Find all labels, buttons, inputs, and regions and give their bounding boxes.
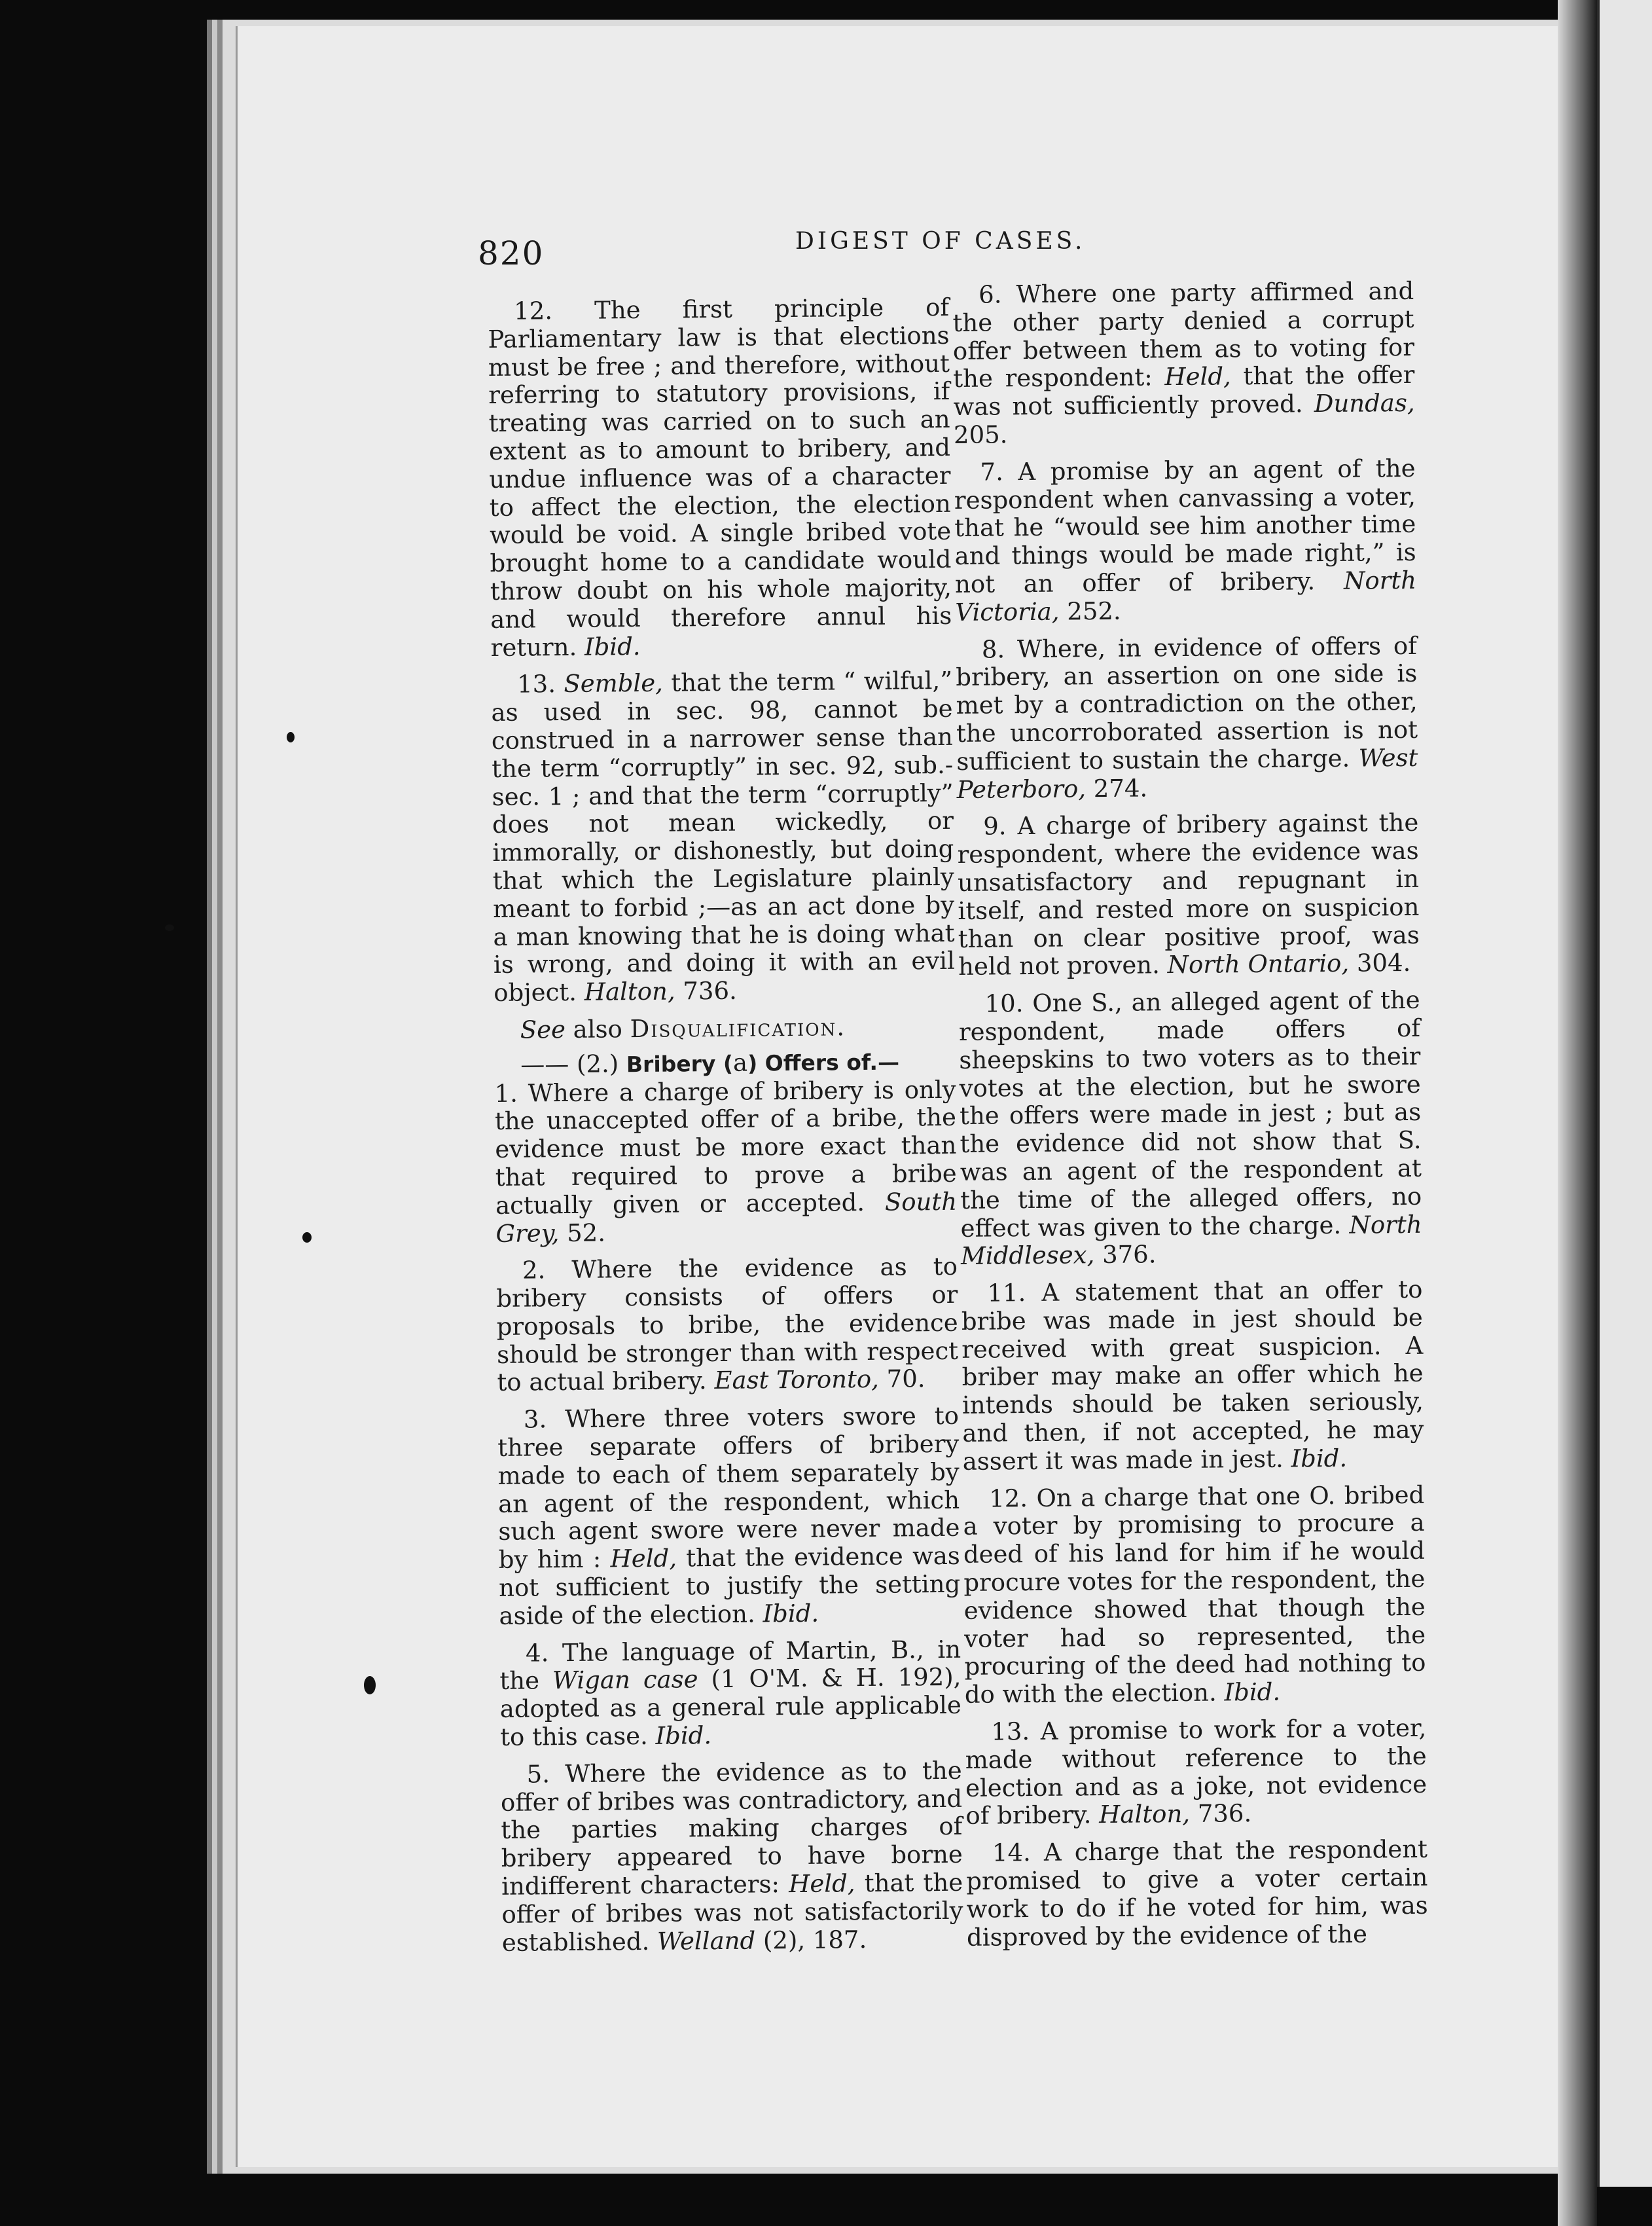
entry-text: 11. A statement that an offer to bribe was made in jest should be received with great suspicion. A briber may make an offer which he intends should be taken seriously, and then, if not accepted, he may assert it was made in jest.: [961, 1275, 1424, 1476]
citation-page: (2), 187.: [763, 1925, 867, 1955]
gutter-shadow: [1558, 0, 1597, 2226]
citation: South Grey,: [495, 1187, 958, 1248]
digest-entry: [491, 667, 955, 1008]
section-title-letter: a: [732, 1048, 748, 1077]
citation: Ibid.: [763, 1599, 819, 1628]
citation: West Peterboro,: [956, 743, 1418, 804]
digest-entry: [957, 809, 1420, 981]
running-title: DIGEST OF CASES.: [795, 228, 1086, 255]
right-column: [952, 278, 1428, 1961]
entry-text: that the evidence was not sufficient to justify the setting aside of the election.: [499, 1542, 961, 1630]
entry-text: 1. Where a charge of bribery is only the unaccepted offer of a bribe, the evidence must be more exact than that required to prove a bribe actually given or accepted.: [494, 1075, 957, 1220]
entry-text: 10. One S., an alleged agent of the respondent, made offers of sheepskins to two voters as to their votes at the election, but he swore the offers were made in jest ; but as the evidence did not show that S. was an agent of the respondent at the time of the alleged offers, no effect was given to the charge.: [958, 985, 1422, 1243]
citation: Halton,: [584, 977, 675, 1006]
see-label: See: [520, 1015, 566, 1044]
entry-text: that the term “ wilful,” as used in sec. 98, cannot be construed in a narrower sense than the term “corruptly” in sec. 92, sub.-sec. 1 ; and that the term “corruptly” does not mean wickedly, or immorally, or dishonestly, but doing that which the Legislature plainly meant to forbid ;—as an act done by a man knowing that he is doing what is wrong, and doing it with an evil object.: [491, 666, 956, 1008]
held-term: Held,: [610, 1544, 677, 1573]
entry-text: 8. Where, in evidence of offers of bribery, an assertion on one side is met by a contradiction on the other, the uncorroborated assertion is not sufficient to sustain the charge.: [956, 631, 1418, 776]
digest-entry: [496, 1253, 959, 1397]
digest-entry: [956, 632, 1418, 804]
entry-text: that the offer was not sufficiently proved.: [953, 361, 1415, 422]
cross-reference: Disqualification.: [630, 1013, 846, 1044]
facing-page-edge: [1597, 0, 1652, 2187]
digest-entry: [965, 1715, 1427, 1831]
digest-entry: [501, 1757, 964, 1958]
citation: North Middlesex,: [960, 1210, 1422, 1271]
entry-text: that the offer of bribes was not satisfactorily established.: [501, 1868, 963, 1957]
citation: North Ontario,: [1167, 949, 1350, 979]
citation-page: 376.: [1102, 1240, 1157, 1269]
digest-entry: [488, 294, 952, 662]
citation-page: 205.: [953, 420, 1008, 449]
entry-text: 3. Where three voters swore to three separate offers of bribery made to each of them separately by an agent of the respondent, which such agent swore were never made by him :: [497, 1402, 960, 1575]
entry-text: 12. On a charge that one O. bribed a voter by promising to procure a deed of his land for him if he would procure votes for the respondent, the evidence showed that though the voter had so represented, the procuring of the deed had nothing to do with the election.: [963, 1480, 1426, 1709]
case-name: Wigan case: [552, 1665, 698, 1695]
section-heading: [494, 1048, 956, 1080]
entry-text: 4. The language of Martin, B., in the: [499, 1635, 961, 1696]
citation-page: 736.: [1197, 1799, 1252, 1829]
digest-entry: [961, 1276, 1424, 1476]
citation-page: 304.: [1356, 949, 1411, 977]
held-term: Held,: [1164, 362, 1232, 392]
citation-page: 274.: [1093, 773, 1148, 803]
citation: Dundas,: [1314, 389, 1415, 418]
digest-entry: [497, 1402, 961, 1631]
entry-text: 9. A charge of bribery against the respondent, where the evidence was unsatisfactory and repugnant in itself, and rested more on suspicion than on clear positive proof, was held not proven.: [957, 809, 1420, 981]
entry-text: (1 O'M. & H. 192), adopted as a general rule applicable to this case.: [499, 1663, 961, 1751]
entry-text: 13. A promise to work for a voter, made without reference to the election and as a joke, not evidence of bribery.: [965, 1713, 1428, 1831]
citation-page: 252.: [1067, 596, 1121, 626]
entry-text: 14. A charge that the respondent promised to give a voter certain work to do if he voted for him, was disproved by the evidence of the: [966, 1834, 1428, 1952]
held-term: Held,: [788, 1869, 855, 1899]
section-title-rest: ) Offers of.—: [747, 1049, 900, 1076]
entry-text: 12. The first principle of Parliamentary law is that elections must be free ; and therefore, without referring to statutory provisions, if treating was carried on to such an extent as to amount to bribery, and undue influence was of a character to affect the election, the election would be void. A single bribed vote brought home to a candidate would throw doubt on his whole majority, and would therefore annul his return.: [488, 293, 952, 662]
entry-number: 13.: [516, 670, 556, 699]
section-title: Bribery (: [626, 1050, 734, 1077]
citation-page: 736.: [683, 976, 737, 1006]
citation: Ibid.: [655, 1721, 712, 1750]
speck: [364, 1676, 376, 1694]
digest-entry: [952, 278, 1415, 450]
see-also-reference: [494, 1013, 956, 1045]
entry-text: 2. Where the evidence as to bribery consists of offers or proposals to bribe, the evidence should be stronger than with respect to actual bribery.: [496, 1252, 959, 1397]
digest-entry: [966, 1836, 1428, 1952]
speck: [302, 1232, 312, 1243]
left-column: [488, 294, 963, 1966]
citation: North Victoria,: [955, 566, 1417, 627]
semble-term: Semble,: [564, 669, 664, 699]
citation: Ibid.: [584, 632, 641, 661]
citation: Ibid.: [1291, 1444, 1348, 1473]
digest-entry: [954, 455, 1416, 627]
entry-text: 6. Where one party affirmed and the other party denied a corrupt offer between them as to voting for the respondent:: [952, 276, 1415, 393]
entry-text: 7. A promise by an agent of the respondent when canvassing a voter, that he “would see him another time and things would be made right,” is not an offer of bribery.: [954, 454, 1416, 598]
also-label: also: [573, 1015, 623, 1044]
citation: Welland: [656, 1926, 756, 1956]
citation: Halton,: [1098, 1800, 1191, 1829]
citation-page: 52.: [566, 1218, 606, 1247]
citation: Ibid.: [1224, 1677, 1281, 1707]
speck: [287, 732, 295, 742]
section-number: —— (2.): [520, 1049, 619, 1079]
digest-entry: [958, 987, 1422, 1271]
speck: [165, 924, 174, 931]
entry-text: 5. Where the evidence as to the offer of bribes was contradictory, and the parties making charges of bribery appeared to have borne indifferent characters:: [500, 1756, 963, 1901]
page-number: 820: [478, 234, 545, 272]
citation-page: 70.: [886, 1364, 925, 1394]
digest-entry: [963, 1481, 1426, 1709]
digest-entry: [494, 1076, 957, 1248]
citation: East Toronto,: [714, 1365, 880, 1395]
digest-entry: [499, 1635, 961, 1751]
